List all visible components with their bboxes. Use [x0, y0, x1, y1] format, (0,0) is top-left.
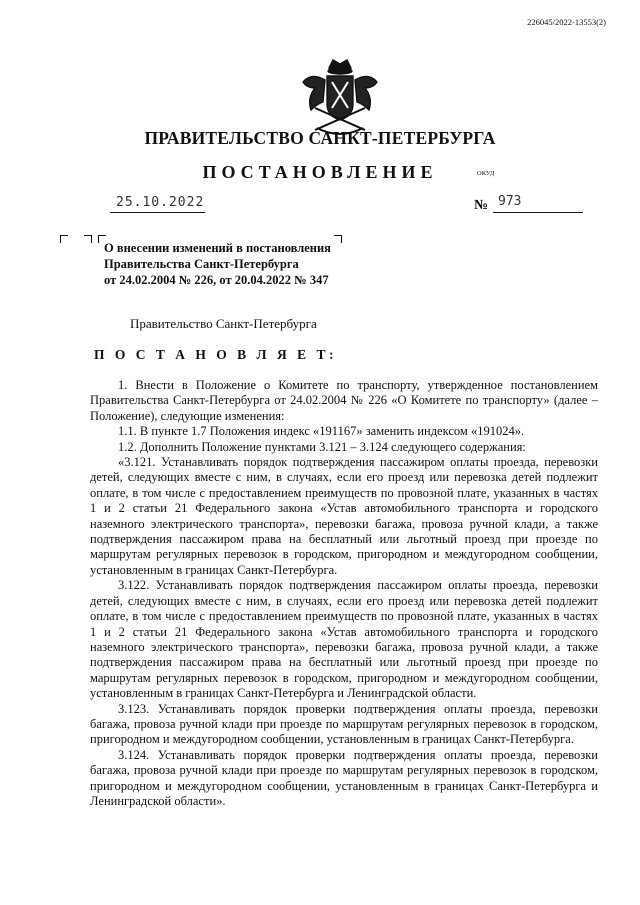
- corner-mark: [84, 235, 92, 243]
- okud-label: ОКУД: [477, 170, 495, 177]
- body-paragraph: 1.1. В пункте 1.7 Положения индекс «191167» заменить индексом «191024».: [118, 424, 525, 439]
- subject-line: от 24.02.2004 № 226, от 20.04.2022 № 347: [104, 273, 329, 287]
- government-title: ПРАВИТЕЛЬСТВО САНКТ-ПЕТЕРБУРГА: [144, 128, 496, 148]
- corner-mark: [334, 235, 342, 243]
- body-paragraph: 3.122. Устанавливать порядок подтверждения пассажиром оплаты проезда, перевозки детей, следующих вместе с ним, в случаях, если его проезд или перевозка детей подлежит оплате, в том числе с предоставлением преимуществ по провозной плате, указанных в частях 1 и 2 статьи 21 Федерального закона «Устав автомобильного транспорта и городского наземного электрического транспорта», перевозки багажа, провоза ручной клади, а также подтверждения пассажиром права на бесплатный или льготный проезд при проезде по маршрутам регулярных перевозок в городском, пригородном и междугородном сообщении, установленным в границах Санкт-Петербурга и Ленинградской области.: [90, 578, 598, 701]
- body-paragraph: 1.2. Дополнить Положение пунктами 3.121 – 3.124 следующего содержания:: [118, 439, 526, 454]
- number-sign: №: [474, 198, 489, 213]
- body-paragraph: 3.124. Устанавливать порядок проверки подтверждения оплаты проезда, перевозки багажа, провоза ручной клади при проезде по маршрутам регулярных перевозок в городском, пригородном и междугородном сообщении, установленным в границах Санкт-Петербурга и Ленинградской области».: [90, 747, 598, 808]
- subject-line: Правительства Санкт-Петербурга: [104, 257, 299, 271]
- number-underline: [493, 212, 583, 213]
- decree-subject: [104, 240, 331, 288]
- decree-date: 25.10.2022: [116, 195, 205, 210]
- date-underline: [110, 212, 205, 213]
- corner-mark: [60, 235, 68, 243]
- body-paragraph: 3.123. Устанавливать порядок проверки подтверждения оплаты проезда, перевозки багажа, провоза ручной клади при проезде по маршрутам регулярных перевозок в городском, пригородном и междугородном сообщении, установленным в границах Санкт-Петербурга.: [90, 701, 598, 747]
- doc-type-row: [0, 162, 640, 183]
- decree-word: П О С Т А Н О В Л Я Е Т:: [94, 347, 337, 362]
- body-paragraph: 1. Внести в Положение о Комитете по транспорту, утвержденное постановлением Правительства Санкт-Петербурга от 24.02.2004 № 226 «О Комитете по транспорту» (далее – Положение), следующие изменения:: [90, 378, 598, 423]
- body-paragraph: «3.121. Устанавливать порядок подтверждения пассажиром оплаты проезда, перевозки детей, следующих вместе с ним, в случаях, если его проезд или перевозка детей подлежит оплате, в том числе с предоставлением преимуществ по провозной плате, указанных в частях 1 и 2 статьи 21 Федерального закона «Устав автомобильного транспорта и городского наземного электрического транспорта», перевозки багажа, провоза ручной клади, а также подтверждения пассажиром права на бесплатный или льготный проезд при проезде по маршрутам регулярных перевозок в городском, пригородном и междугородном сообщении, установленным в границах Санкт-Петербурга.: [90, 455, 598, 577]
- doc-type-title: ПОСТАНОВЛЕНИЕ: [202, 162, 438, 182]
- document-registration-number: 226045/2022-13553(2): [527, 17, 606, 27]
- intro-text: Правительство Санкт-Петербурга: [130, 316, 317, 331]
- decree-body: [90, 378, 598, 809]
- decree-number: 973: [498, 194, 522, 209]
- subject-line: О внесении изменений в постановления: [104, 241, 331, 255]
